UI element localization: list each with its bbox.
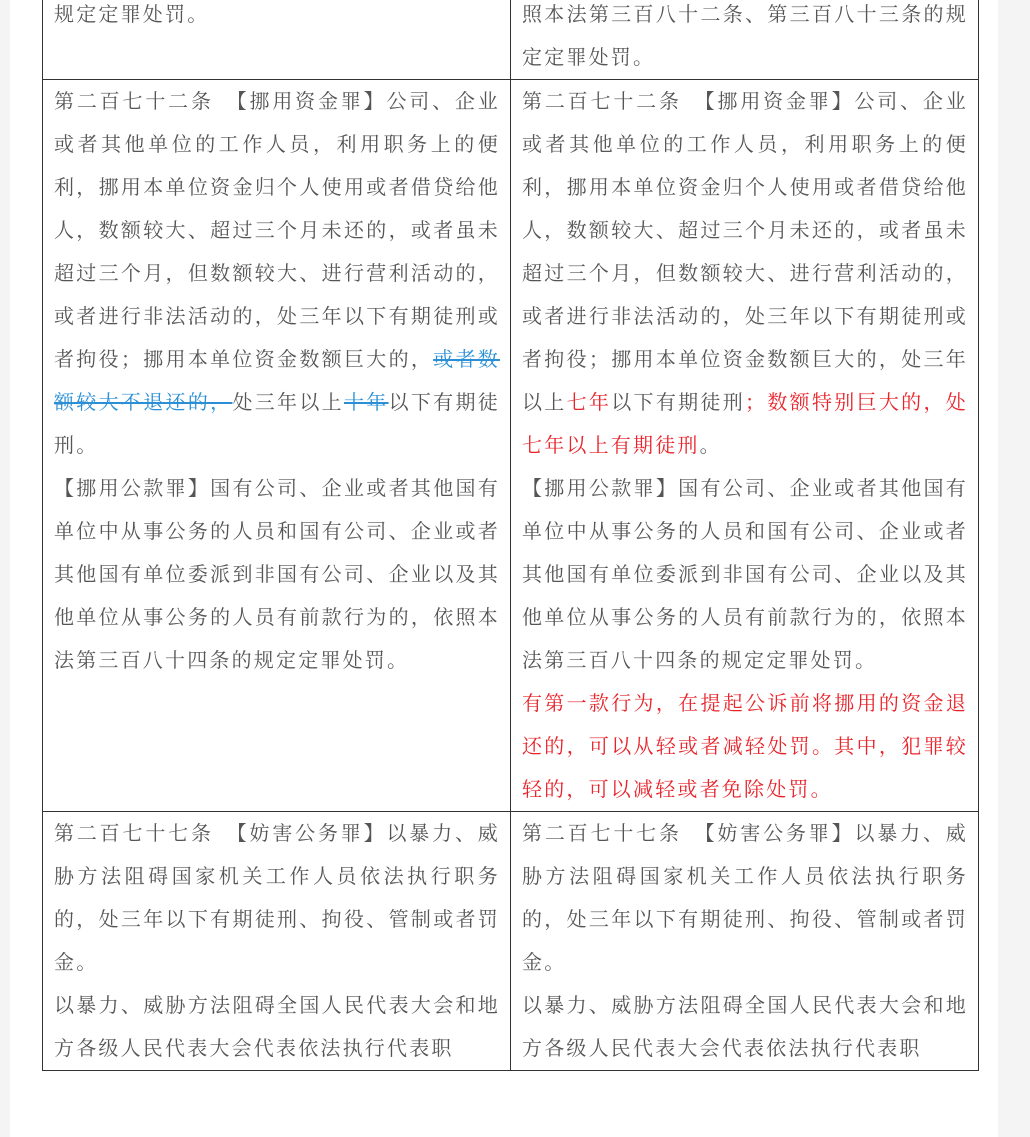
text-run: 以下有期徒刑。: [54, 390, 500, 457]
new-text-cell: [511, 80, 979, 812]
added-paragraph: 有第一款行为，在提起公诉前将挪用的资金退还的，可以从轻或者减轻处罚。其中，犯罪较轻的，可以减轻或者免除处罚。: [522, 691, 968, 801]
added-text: 七年: [566, 390, 612, 414]
text-run: 。: [699, 433, 722, 457]
deleted-text: 或者数额较大不退还的，: [54, 347, 500, 414]
table-row: [43, 0, 979, 80]
document-page: [10, 0, 998, 1137]
deleted-text: 十年: [343, 390, 389, 414]
text-run: 第二百七十二条 【挪用资金罪】公司、企业或者其他单位的工作人员，利用职务上的便利，挪用本单位资金归个人使用或者借贷给他人，数额较大、超过三个月未还的，或者虽未超过三个月，但数额较大、进行营利活动的，或者进行非法活动的，处三年以下有期徒刑或者拘役；挪用本单位资金数额巨大的，: [54, 89, 500, 371]
paragraph: 照本法第三百八十二条、第三百八十三条的规定定罪处罚。: [522, 2, 968, 69]
text-run: 以下有期徒刑: [611, 390, 746, 414]
paragraph: 第二百七十七条 【妨害公务罪】以暴力、威胁方法阻碍国家机关工作人员依法执行职务的，处三年以下有期徒刑、拘役、管制或者罚金。: [522, 821, 968, 974]
paragraph: [54, 80, 500, 467]
paragraph: 第二百七十七条 【妨害公务罪】以暴力、威胁方法阻碍国家机关工作人员依法执行职务的，处三年以下有期徒刑、拘役、管制或者罚金。: [54, 821, 500, 974]
paragraph: 【挪用公款罪】国有公司、企业或者其他国有单位中从事公务的人员和国有公司、企业或者其他国有单位委派到非国有公司、企业以及其他单位从事公务的人员有前款行为的，依照本法第三百八十四条的规定定罪处罚。: [522, 476, 968, 672]
paragraph: [522, 80, 968, 467]
table-row: [43, 812, 979, 1071]
added-text: ；数额特别巨大的，处七年以上有期徒刑: [522, 390, 968, 457]
new-text-cell: [511, 812, 979, 1071]
old-text-cell: [43, 812, 511, 1071]
paragraph: 以暴力、威胁方法阻碍全国人民代表大会和地方各级人民代表大会代表依法执行代表职: [54, 993, 500, 1060]
text-run: 处三年以上: [232, 390, 344, 414]
text-run: 第二百七十二条 【挪用资金罪】公司、企业或者其他单位的工作人员，利用职务上的便利，挪用本单位资金归个人使用或者借贷给他人，数额较大、超过三个月未还的，或者虽未超过三个月，但数额较大、进行营利活动的，或者进行非法活动的，处三年以下有期徒刑或者拘役；挪用本单位资金数额巨大的，处三年以上: [522, 89, 968, 414]
new-text-cell: [511, 0, 979, 80]
old-text-cell: [43, 0, 511, 80]
paragraph: 以暴力、威胁方法阻碍全国人民代表大会和地方各级人民代表大会代表依法执行代表职: [522, 993, 968, 1060]
table-row: [43, 80, 979, 812]
paragraph: 规定定罪处罚。: [54, 2, 210, 26]
paragraph: 【挪用公款罪】国有公司、企业或者其他国有单位中从事公务的人员和国有公司、企业或者其他国有单位委派到非国有公司、企业以及其他单位从事公务的人员有前款行为的，依照本法第三百八十四条的规定定罪处罚。: [54, 476, 500, 672]
old-text-cell: [43, 80, 511, 812]
comparison-table: [42, 0, 979, 1071]
